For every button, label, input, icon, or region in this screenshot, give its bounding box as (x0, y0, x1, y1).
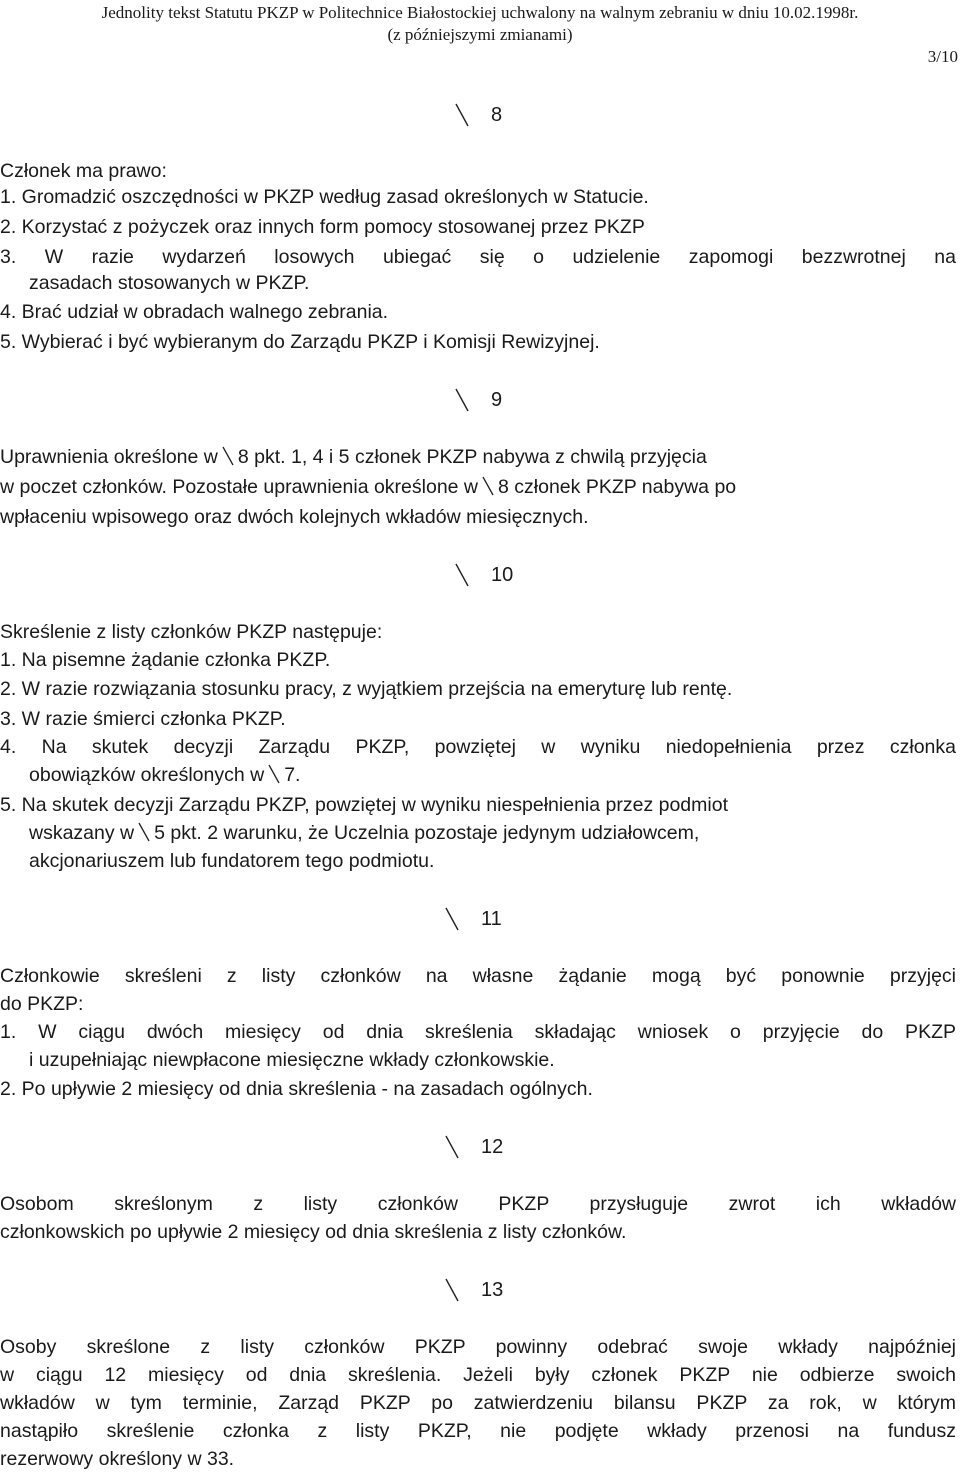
section-sign-icon (445, 1135, 459, 1159)
section-sign-icon (445, 1278, 459, 1302)
section-10-item-1: 1. Na pisemne żądanie członka PKZP. (0, 649, 331, 671)
section-9-text-2b: 8 członek PKZP nabywa po (498, 476, 737, 498)
section-13-line-4: nastąpiło skreślenie członka z listy PKZP, nie podjęte wkłady przenosi na fundusz (0, 1420, 956, 1442)
section-10-item-4-cont (29, 762, 300, 788)
section-sign-icon (268, 764, 280, 784)
section-9-line-2 (0, 474, 736, 500)
section-8-heading (455, 103, 502, 127)
section-8-item-1: 1. Gromadzić oszczędności w PKZP według zasad określonych w Statucie. (0, 186, 649, 208)
section-sign-icon (222, 446, 234, 466)
section-10-number: 10 (491, 564, 514, 586)
section-13-line-3: wkładów w tym terminie, Zarząd PKZP po zatwierdzeniu bilansu PKZP za rok, w którym (0, 1392, 956, 1414)
document-header-title: Jednolity tekst Statutu PKZP w Politechnice Białostockiej uchwalony na walnym zebraniu w dniu 10.02.1998r. (101, 3, 859, 22)
section-9-heading (455, 388, 502, 412)
section-10-intro: Skreślenie z listy członków PKZP następuje: (0, 621, 383, 643)
section-13-line-1: Osoby skreślone z listy członków PKZP powinny odebrać swoje wkłady najpóźniej (0, 1336, 956, 1358)
page-number: 3/10 (927, 47, 958, 66)
section-11-item-1: 1. W ciągu dwóch miesięcy od dnia skreślenia składając wniosek o przyjęcie do PKZP (0, 1021, 956, 1043)
section-13-number: 13 (481, 1279, 504, 1301)
section-9-text-1a: Uprawnienia określone w (0, 446, 218, 468)
section-11-heading (445, 907, 502, 931)
section-8-item-5: 5. Wybierać i być wybieranym do Zarządu PKZP i Komisji Rewizyjnej. (0, 331, 600, 353)
section-10-heading (455, 563, 513, 587)
section-8-number: 8 (491, 104, 503, 126)
section-11-item-2: 2. Po upływie 2 miesięcy od dnia skreślenia - na zasadach ogólnych. (0, 1078, 593, 1100)
section-11-line-2: do PKZP: (0, 993, 84, 1015)
section-10-item-5: 5. Na skutek decyzji Zarządu PKZP, powziętej w wyniku niespełnienia przez podmiot (0, 794, 728, 816)
section-10-item-5-cont (29, 820, 699, 846)
section-12-heading (445, 1135, 503, 1159)
section-10-item-3: 3. W razie śmierci członka PKZP. (0, 708, 286, 730)
section-8-item-2: 2. Korzystać z pożyczek oraz innych form pomocy stosowanej przez PKZP (0, 216, 645, 238)
section-sign-icon (455, 103, 469, 127)
section-12-line-2: członkowskich po upływie 2 miesięcy od dnia skreślenia z listy członków. (0, 1221, 627, 1243)
section-11-number: 11 (481, 908, 502, 930)
section-9-text-2a: w poczet członków. Pozostałe uprawnienia określone w (0, 476, 479, 498)
section-13-heading (445, 1278, 503, 1302)
section-10-item-4: 4. Na skutek decyzji Zarządu PKZP, powziętej w wyniku niedopełnienia przez członka (0, 736, 956, 758)
section-10-item-5-ref: 5 pkt. 2 warunku, że Uczelnia pozostaje jedynym udziałowcem, (154, 822, 700, 844)
section-12-number: 12 (481, 1136, 504, 1158)
section-10-item-5-text: wskazany w (29, 822, 135, 844)
section-8-item-3-cont: zasadach stosowanych w PKZP. (29, 272, 310, 294)
section-sign-icon (455, 388, 469, 412)
section-8-item-3: 3. W razie wydarzeń losowych ubiegać się o udzielenie zapomogi bezzwrotnej na (0, 246, 956, 268)
section-8-item-4: 4. Brać udział w obradach walnego zebrania. (0, 301, 389, 323)
section-sign-icon (445, 907, 459, 931)
section-10-item-4-ref: 7. (284, 764, 301, 786)
section-9-number: 9 (491, 389, 503, 411)
section-sign-icon (482, 476, 494, 496)
section-11-item-1-cont: i uzupełniając niewpłacone miesięczne wkłady członkowskie. (29, 1049, 555, 1071)
document-header-subtitle: (z późniejszymi zmianami) (387, 25, 573, 44)
section-9-line-3: wpłaceniu wpisowego oraz dwóch kolejnych wkładów miesięcznych. (0, 506, 589, 528)
section-9-line-1 (0, 444, 956, 470)
section-sign-icon (455, 563, 469, 587)
section-sign-icon (138, 822, 150, 842)
section-13-line-2: w ciągu 12 miesięcy od dnia skreślenia. Jeżeli były członek PKZP nie odbierze swoich (0, 1364, 956, 1386)
section-9-text-1b: 8 pkt. 1, 4 i 5 członek PKZP nabywa z chwilą przyjęcia (237, 446, 707, 468)
section-13-line-5: rezerwowy określony w 33. (0, 1448, 235, 1470)
section-12-line-1: Osobom skreślonym z listy członków PKZP przysługuje zwrot ich wkładów (0, 1193, 956, 1215)
section-10-item-4-text: obowiązków określonych w (29, 764, 265, 786)
section-10-item-5-cont-2: akcjonariuszem lub fundatorem tego podmiotu. (29, 850, 435, 872)
section-8-intro: Członek ma prawo: (0, 160, 167, 182)
section-11-line-1: Członkowie skreśleni z listy członków na własne żądanie mogą być ponownie przyjęci (0, 965, 956, 987)
section-10-item-2: 2. W razie rozwiązania stosunku pracy, z wyjątkiem przejścia na emeryturę lub rentę. (0, 678, 733, 700)
